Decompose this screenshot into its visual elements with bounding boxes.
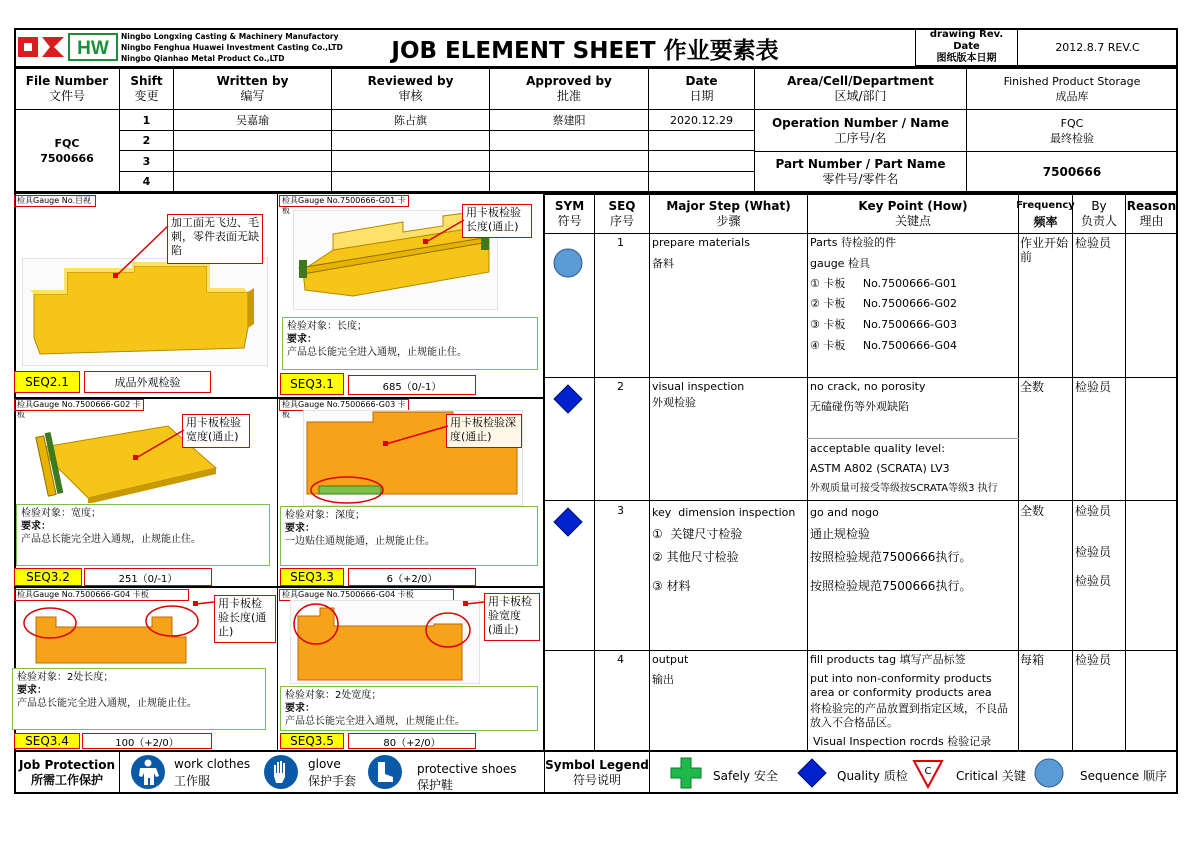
p2-callout: 用卡板检验长度(通止) [462,204,532,238]
page-title: JOB ELEMENT SHEET 作业要素表 [391,37,779,64]
p3-requirement-box: 检验对象：宽度； 要求： 产品总长能完全进入通规，止规能止住。 [16,504,270,566]
info-approved-3 [489,150,649,172]
step3-major-2: ① 关键尺寸检验 [652,527,743,541]
approved-label: Approved by 批准 [489,68,649,110]
step1-key-2: gauge 检具 [810,257,870,270]
operation-value: FQC 最终检验 [966,109,1178,152]
step2-key-divider [807,438,1019,439]
step3-frequency: 全数 [1020,504,1045,518]
critical-icon [912,759,944,793]
p6-gauge-label: 检具Gauge No.7500666-G04 卡板 [279,589,454,601]
critical-legend: Critical 关键 [956,769,1026,783]
info-written-3 [173,150,332,172]
col-div-5 [1072,233,1073,751]
p6-requirement-box: 检验对象：2处宽度； 要求： 产品总长能完全进入通规，止规能止住。 [280,686,538,731]
protective-shoes-icon [367,754,403,794]
p6-callout-line [460,598,486,610]
step1-major-cn: 备料 [652,257,674,270]
p2-gauge-label: 检具Gauge No.7500666-G01 卡板 [279,195,409,207]
p3-seq-label: SEQ3.2 [14,568,82,586]
p6-callout: 用卡板检验宽度(通止) [484,593,540,641]
p5-seq-value: 100（+2/0） [82,733,212,749]
p5-seq-label: SEQ3.4 [14,733,80,749]
step4-key-3: 将检验完的产品放置到指定区域，不良品放入不合格品区。 [810,702,1008,729]
step2-key-3: acceptable quality level: [810,442,945,455]
p1-seq-value: 成品外观检验 [84,371,211,393]
p5-gauge-label: 检具Gauge No.7500666-G04 卡板 [14,589,189,601]
key-point-header: Key Point (How) 关键点 [807,194,1019,234]
p2-seq-value: 685（0/-1） [348,375,476,395]
sym-header: SYM 符号 [544,194,595,234]
step1-frequency: 作业开始前 [1020,236,1069,264]
step2-frequency: 全数 [1020,380,1045,394]
p3-callout-line [130,428,186,464]
step3-quality-symbol [553,507,583,541]
glove-cn: 保护手套 [308,774,357,788]
col-div-3 [807,233,808,751]
work-clothes-en: work clothes [174,757,251,771]
safely-icon [670,757,702,793]
step2-major-en: visual inspection [652,380,745,393]
step1-by: 检验员 [1075,236,1112,250]
company-line-2: Ningbo Fenghua Huawei Investment Casting Co.,LTD [121,43,343,52]
step1-major-en: prepare materials [652,236,750,249]
p4-seq-value: 6（+2/0） [348,568,476,586]
major-step-header: Major Step (What) 步骤 [649,194,808,234]
step1-key-3: ① 卡板 No.7500666-G01 [810,277,957,290]
step2-quality-symbol [553,384,583,418]
info-written-2 [173,130,332,151]
step4-major-cn: 输出 [652,673,674,686]
info-date-4 [648,171,755,192]
col-div-2 [649,233,650,751]
p4-seq-label: SEQ3.3 [280,568,344,586]
p6-part-image [290,600,480,684]
p6-seq-label: SEQ3.5 [280,733,344,749]
info-reviewed-2 [331,130,490,151]
info-shift-1: 1 [119,109,174,131]
work-clothes-cn: 工作服 [174,774,211,788]
sequence-icon [1034,758,1064,792]
date-label: Date 日期 [648,68,755,110]
step3-by-1: 检验员 [1075,504,1112,518]
drawing-rev-label: drawing Rev. Date 图纸版本日期 [915,28,1018,66]
step3-key-2: 通止规检验 [810,527,871,541]
info-written-1: 吴嘉瑜 [173,109,332,131]
company-line-3: Ningbo Qianhao Metal Product Co.,LTD [121,54,285,63]
step1-sequence-symbol [553,248,583,282]
company-line-1: Ningbo Longxing Casting & Machinery Manufactory [121,32,339,41]
critical-mark: C [924,766,932,777]
info-approved-2 [489,130,649,151]
col-div-1 [594,233,595,751]
step2-seq: 2 [617,380,624,393]
protective-shoes-cn: 保护鞋 [417,778,454,792]
p5-requirement-box: 检验对象：2处长度； 要求： 产品总长能完全进入通规，止规能止住。 [12,668,266,730]
info-shift-4: 4 [119,171,174,192]
info-shift-3: 3 [119,150,174,172]
step3-key-3: 按照检验规范7500666执行。 [810,550,972,564]
drawing-rev-value: 2012.8.7 REV.C [1017,28,1178,66]
step4-key-2: put into non-conformity products area or conformity products area [810,672,992,699]
seq-header: SEQ 序号 [594,194,650,234]
step3-seq: 3 [617,504,624,517]
symbol-legend-label: Symbol Legend 符号说明 [544,751,650,794]
info-shift-2: 2 [119,130,174,151]
p1-callout-line [110,222,170,282]
info-date-2 [648,130,755,151]
shift-label: Shift 变更 [119,68,174,110]
p4-callout-line [380,424,450,448]
step2-key-5: 外观质量可接受等级按SCRATA等级3 执行 [810,483,998,494]
p3-gauge-label: 检具Gauge No.7500666-G02 卡板 [14,399,144,411]
glove-icon [263,754,299,794]
step1-key-1: Parts 待检验的件 [810,236,896,249]
area-value: Finished Product Storage 成品库 [966,68,1178,110]
logo-hw-text: HW [77,38,109,59]
step1-key-5: ③ 卡板 No.7500666-G03 [810,318,957,331]
file-number-value: FQC 7500666 [14,109,120,192]
p4-callout: 用卡板检验深度(通止) [446,414,522,448]
frequency-header: Frequency 频率 [1018,194,1073,234]
p2-seq-label: SEQ3.1 [280,373,344,395]
quality-icon [797,758,827,792]
company-names [121,31,351,64]
p3-callout: 用卡板检验宽度(通止) [182,414,250,448]
p4-requirement-box: 检验对象：深度； 要求： 一边贴住通规能通，止规能止住。 [280,506,538,566]
file-number-label: File Number 文件号 [14,68,120,110]
step3-major-1: key dimension inspection [652,506,796,519]
safely-legend: Safely 安全 [713,769,778,783]
step3-by-2: 检验员 [1075,545,1112,559]
p4-gauge-label: 检具Gauge No.7500666-G03 卡板 [279,399,409,411]
step4-key-4: Visual Inspection rocrds 检验记录 [813,735,992,748]
info-date-3 [648,150,755,172]
operation-label: Operation Number / Name 工序号/名 [754,109,967,152]
p1-gauge-label: 检具Gauge No.目视 [14,195,96,207]
step2-major-cn: 外观检验 [652,396,696,409]
step4-by: 检验员 [1075,653,1112,667]
step1-key-6: ④ 卡板 No.7500666-G04 [810,339,957,352]
step3-key-1: go and nogo [810,506,879,519]
part-value: 7500666 [966,151,1178,192]
part-label: Part Number / Part Name 零件号/零件名 [754,151,967,192]
p3-seq-value: 251（0/-1） [84,568,212,586]
col-div-6 [1125,233,1126,751]
reviewed-label: Reviewed by 审核 [331,68,490,110]
info-approved-4 [489,171,649,192]
step2-key-4: ASTM A802 (SCRATA) LV3 [810,462,950,475]
info-reviewed-1: 陈占旗 [331,109,490,131]
step1-key-4: ② 卡板 No.7500666-G02 [810,297,957,310]
logo-lx [16,34,66,60]
step2-key-2: 无磕碰伤等外观缺陷 [810,400,909,413]
step3-key-4: 按照检验规范7500666执行。 [810,579,972,593]
area-label: Area/Cell/Department 区域/部门 [754,68,967,110]
step2-by: 检验员 [1075,380,1112,394]
reason-header: Reason 理由 [1125,194,1178,234]
step3-major-3: ② 其他尺寸检验 [652,550,739,564]
sequence-legend: Sequence 顺序 [1080,769,1168,783]
p6-seq-value: 80（+2/0） [348,733,476,749]
quality-legend: Quality 质检 [837,769,908,783]
glove-en: glove [308,757,341,771]
info-written-4 [173,171,332,192]
job-protection-label: Job Protection 所需工作保护 [14,751,120,794]
written-label: Written by 编写 [173,68,332,110]
step3-by-3: 检验员 [1075,574,1112,588]
step4-major-en: output [652,653,689,666]
info-reviewed-4 [331,171,490,192]
p2-callout-line [420,218,466,248]
p5-callout-line [190,598,216,610]
step1-seq: 1 [617,236,624,249]
work-clothes-icon [130,754,166,794]
by-header: By 负责人 [1072,194,1126,234]
p1-seq-label: SEQ2.1 [14,371,80,393]
step4-frequency: 每箱 [1020,653,1045,667]
logo-hw [68,33,118,61]
p5-callout: 用卡板检验长度(通止) [214,595,276,643]
step3-major-4: ③ 材料 [652,579,691,593]
p1-callout: 加工面无飞边、毛刺，零件表面无缺陷 [167,214,263,264]
info-date-1: 2020.12.29 [648,109,755,131]
p2-requirement-box: 检验对象：长度； 要求： 产品总长能完全进入通规，止规能止住。 [282,317,538,370]
protective-shoes-en: protective shoes [417,762,517,776]
info-reviewed-3 [331,150,490,172]
col-div-4 [1018,233,1019,751]
step4-seq: 4 [617,653,624,666]
info-approved-1: 蔡建阳 [489,109,649,131]
p5-part-image [22,605,200,665]
step2-key-1: no crack, no porosity [810,380,926,393]
step4-key-1: fill products tag 填写产品标签 [810,653,966,666]
